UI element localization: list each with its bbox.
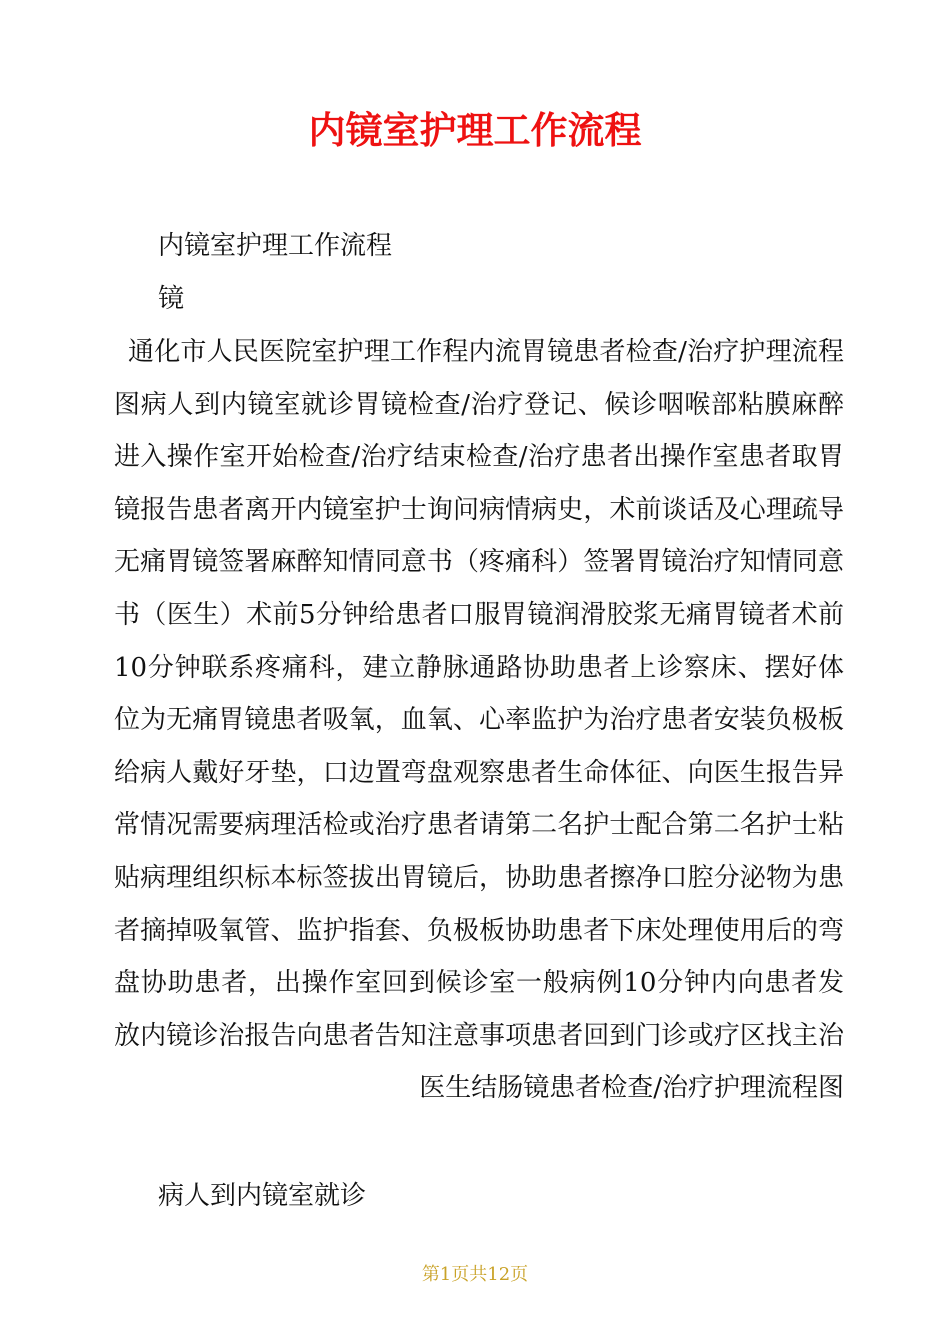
document-title: 内镜室护理工作流程 xyxy=(308,109,642,152)
paragraph-single-char: 镜 xyxy=(158,284,185,314)
paragraph-main-body: 通化市人民医院室护理工作程内流胃镜患者检查/治疗护理流程图病人到内镜室就诊胃镜检查/治疗登记、候诊咽喉部粘膜麻醉进入操作室开始检查/治疗结束检查/治疗患者出操作室患者取胃镜报告患者离开内镜室护士询问病情病史，术前谈话及心理疏导无痛胃镜签署麻醉知情同意书（疼痛科）签署胃镜治疗知情同意书（医生）术前5分钟给患者口服胃镜润滑胶浆无痛胃镜者术前10分钟联系疼痛科，建立静脉通路协助患者上诊察床、摆好体位为无痛胃镜患者吸氧，血氧、心率监护为治疗患者安装负极板给病人戴好牙垫，口边置弯盘观察患者生命体征、向医生报告异常情况需要病理活检或治疗患者请第二名护士配合第二名护士粘贴病理组织标本标签拔出胃镜后，协助患者擦净口腔分泌物为患者摘掉吸氧管、监护指套、负极板协助患者下床处理使用后的弯盘协助患者，出操作室回到候诊室一般病例10分钟内向患者发放内镜诊治报告向患者告知注意事项患者回到门诊或疗区找主治医生结肠镜患者检查/治疗护理流程图 xyxy=(114,337,844,1104)
paragraph-last: 病人到内镜室就诊 xyxy=(158,1181,367,1211)
paragraph-heading: 内镜室护理工作流程 xyxy=(158,231,393,261)
page-number-footer: 第1页共12页 xyxy=(421,1264,529,1285)
